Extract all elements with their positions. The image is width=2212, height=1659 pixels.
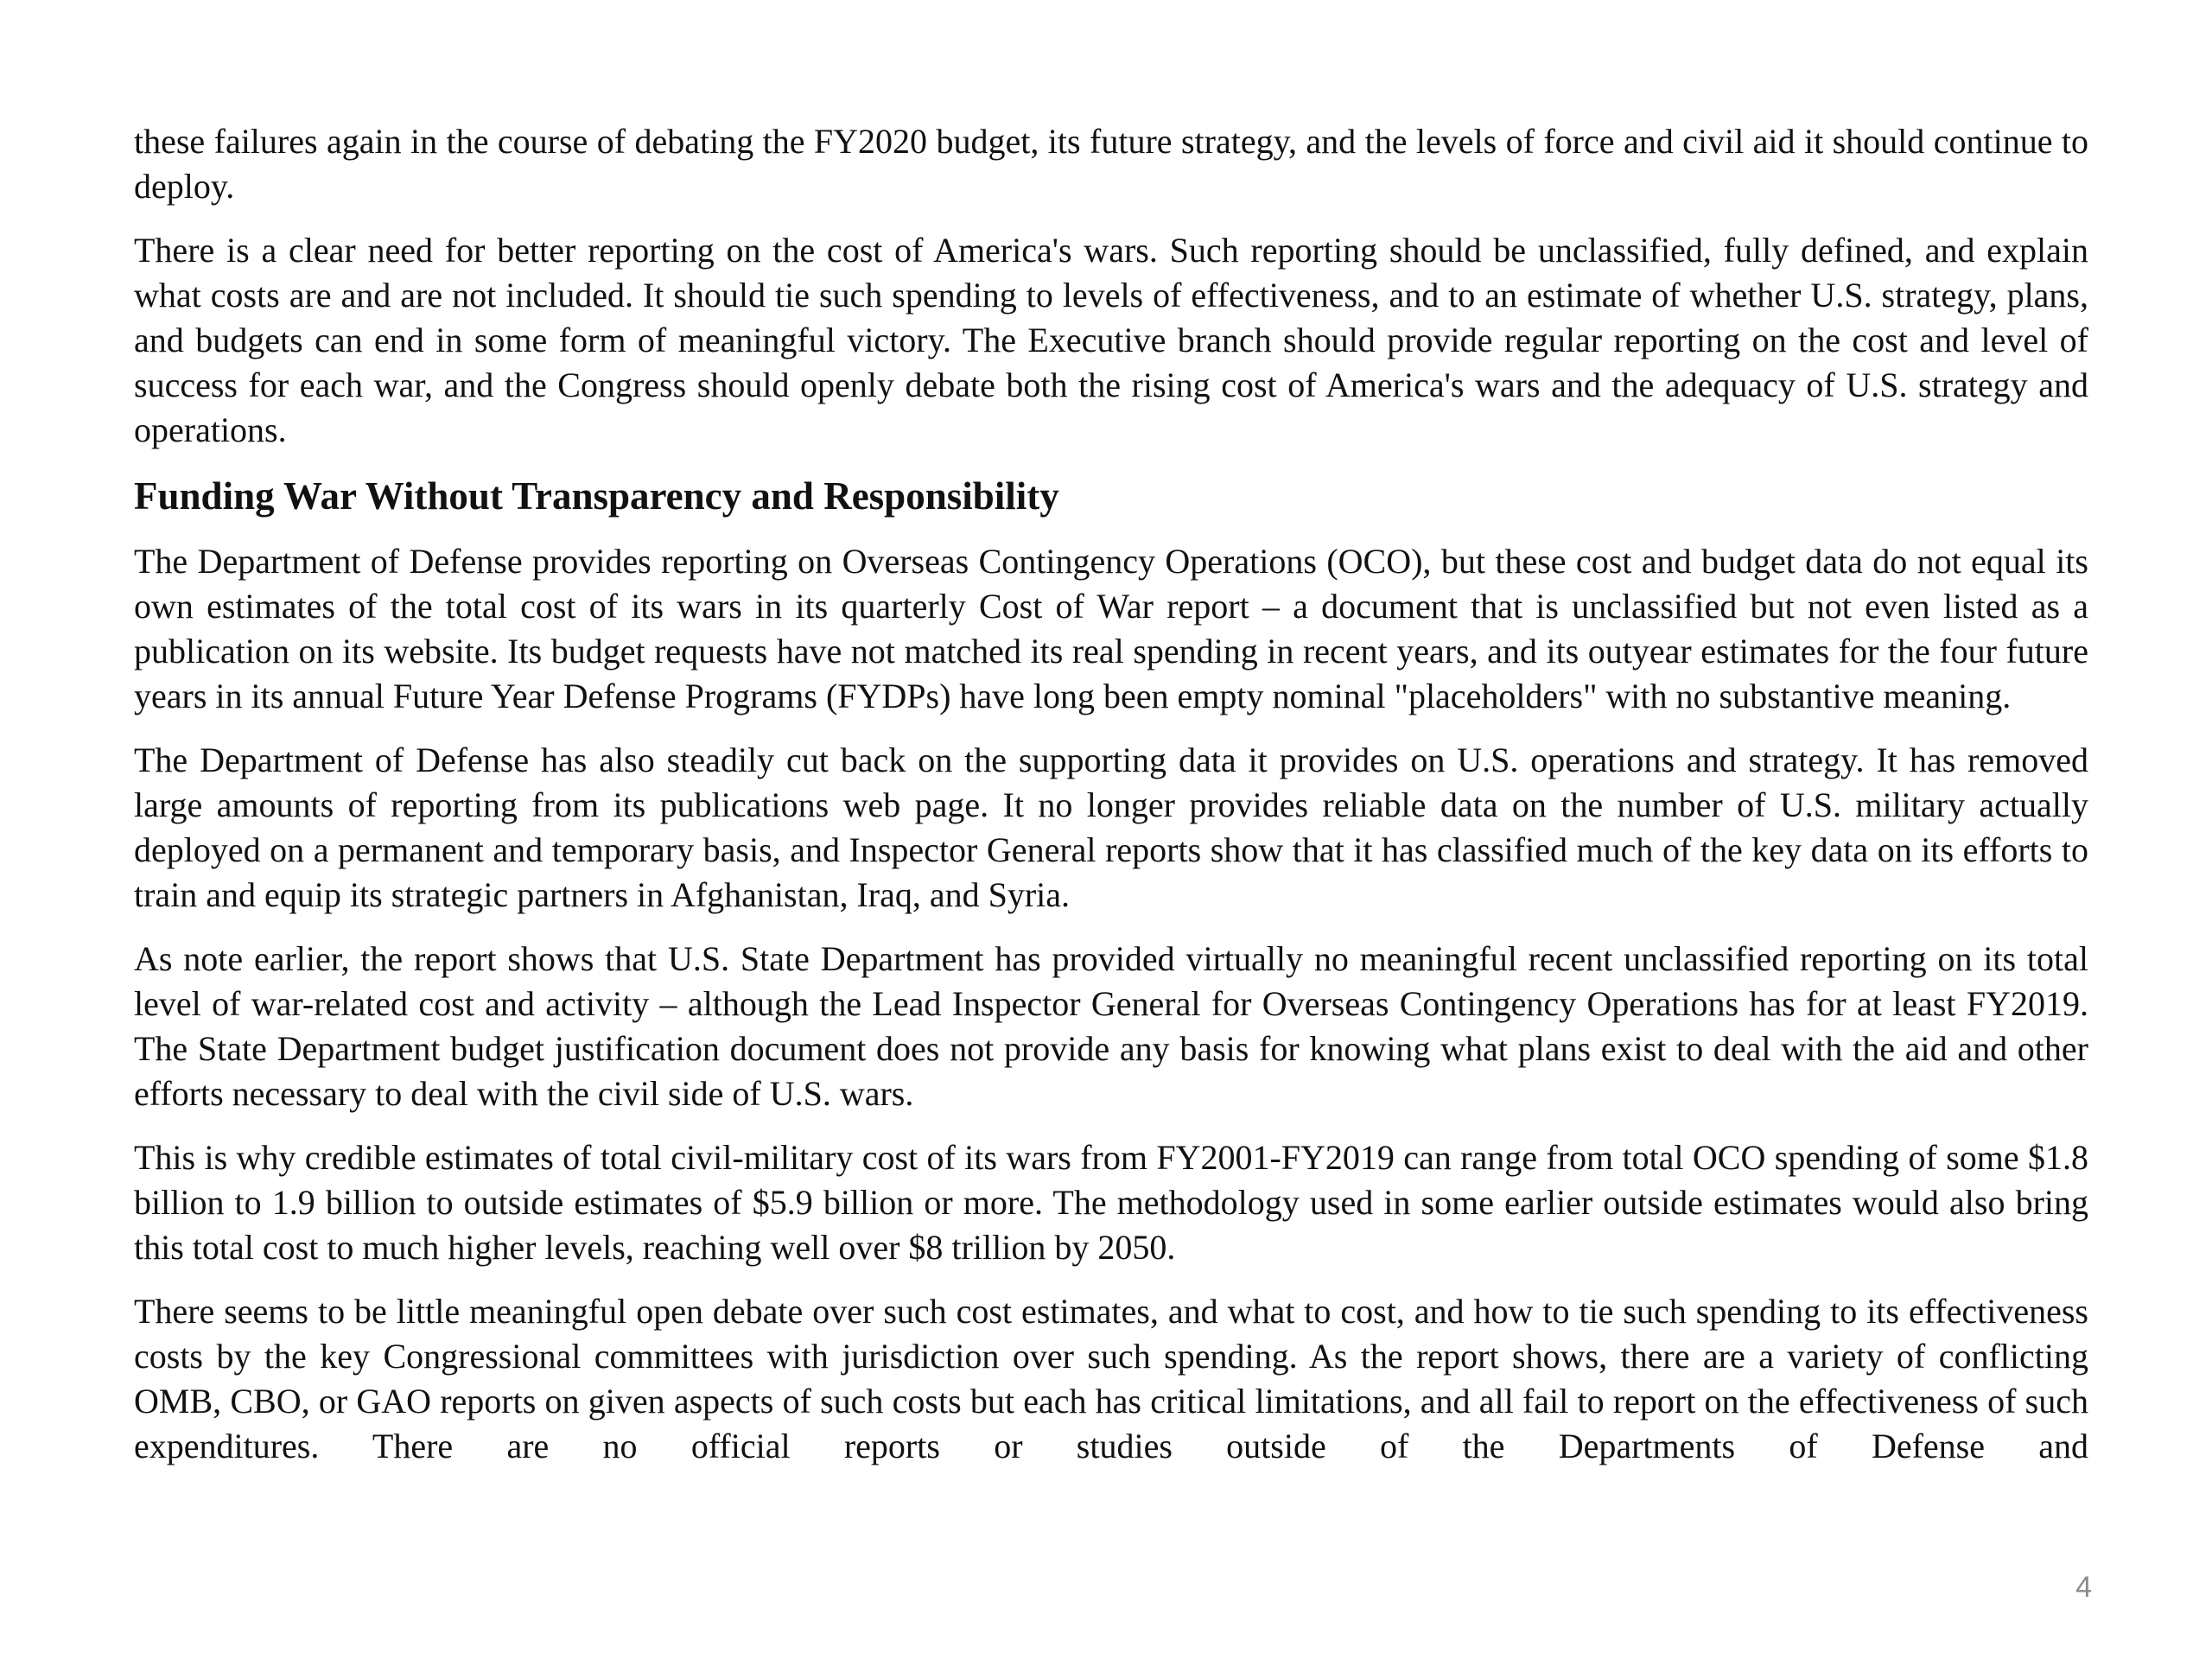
paragraph: As note earlier, the report shows that U.S. State Department has provided virtually no meaningful recent unclassified reporting on its total level of war-related cost and activity – although the Lead Inspector General for Overseas Contingency Operations has for at least FY2019. The State Department budget justification document does not provide any basis for knowing what plans exist to deal with the aid and other efforts necessary to deal with the civil side of U.S. wars. [134,939,2088,1113]
paragraph: This is why credible estimates of total civil-military cost of its wars from FY2001-FY2019 can range from total OCO spending of some $1.8 billion to 1.9 billion to outside estimates of $5.9 billion or more. The methodology used in some earlier outside estimates would also bring this total cost to much higher levels, reaching well over $8 trillion by 2050. [134,1138,2088,1267]
paragraph: these failures again in the course of debating the FY2020 budget, its future strategy, and the levels of force and civil aid it should continue to deploy. [134,122,2088,206]
paragraph: The Department of Defense has also steadily cut back on the supporting data it provides on U.S. operations and strategy. It has removed large amounts of reporting from its publications web page. It no longer provides reliable data on the number of U.S. military actually deployed on a permanent and temporary basis, and Inspector General reports show that it has classified much of the key data on its efforts to train and equip its strategic partners in Afghanistan, Iraq, and Syria. [134,741,2088,914]
paragraph: The Department of Defense provides reporting on Overseas Contingency Operations (OCO), but these cost and budget data do not equal its own estimates of the total cost of its wars in its quarterly Cost of War report – a document that is unclassified but not even listed as a publication on its website. Its budget requests have not matched its real spending in recent years, and its outyear estimates for the four future years in its annual Future Year Defense Programs (FYDPs) have long been empty nominal "placeholders" with no substantive meaning. [134,542,2088,715]
paragraph: There seems to be little meaningful open debate over such cost estimates, and what to cost, and how to tie such spending to its effectiveness costs by the key Congressional committees with jurisdiction over such spending. As the report shows, there are a variety of conflicting OMB, CBO, or GAO reports on given aspects of such costs but each has critical limitations, and all fail to report on the effectiveness of such expenditures. There are no official reports or studies outside of the Departments of Defense and [134,1292,2088,1465]
section-heading: Funding War Without Transparency and Responsibility [134,474,1059,518]
paragraph: There is a clear need for better reporting on the cost of America's wars. Such reporting should be unclassified, fully defined, and explain what costs are and are not included. It should tie such spending to levels of effectiveness, and to an estimate of whether U.S. strategy, plans, and budgets can end in some form of meaningful victory. The Executive branch should provide regular reporting on the cost and level of success for each war, and the Congress should openly debate both the rising cost of America's wars and the adequacy of U.S. strategy and operations. [134,231,2088,449]
page-number: 4 [2075,1571,2092,1604]
document-body [134,119,2088,1488]
